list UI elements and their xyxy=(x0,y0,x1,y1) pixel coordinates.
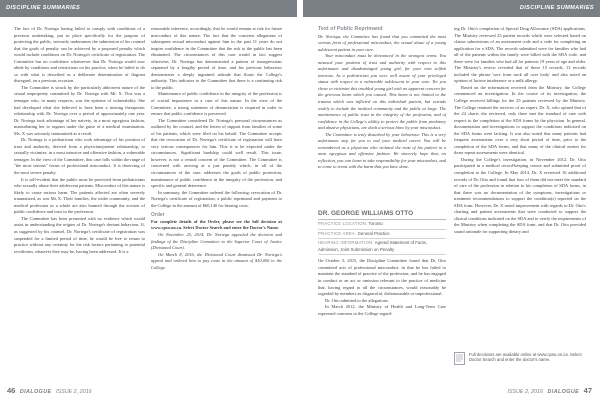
reprimand-paragraph: Your misconduct must be denounced in the strongest terms. You misused your position of trust and authority with respect to this unfortunate and disadvantaged young girl, for your own selfish interests. As a pediatrician you were well aware of your privileged status with respect to a vulnerable adolescent in your care. Yet you chose to victimize this troubled young girl with no apparent concern for the grievous harm which you caused. This harm is not limited to the trauma which was inflicted on this individual patient, but extends widely to include the medical community and the public at large. The maintenance of public trust in the integrity of the profession, and of confidence in the College's ability to protect the public from predatory and abusive physicians, are dealt a serious blow by your misconduct. xyxy=(318,53,446,131)
document-icon xyxy=(454,352,465,365)
right-page-number: 47 xyxy=(583,386,592,395)
hearing-info-row xyxy=(318,239,446,255)
column-4 xyxy=(454,26,586,236)
left-publication-name: DIALOGUE xyxy=(19,389,52,395)
column-2 xyxy=(151,26,282,271)
paragraph: On October 5, 2015, the Discipline Committee found that Dr. Otto committed acts of professional misconduct, in that he has failed to maintain the standard of practice of the profession; and he has engaged in conduct or an act or omission relevant to the practice of medicine that, having regard to all the circumstances, would reasonably be regarded by members as disgraceful, dishonourable or unprofessional. xyxy=(318,258,446,297)
right-publication-name: DIALOGUE xyxy=(547,389,580,395)
physician-summary-block xyxy=(318,210,446,317)
reprimand-title: Text of Public Reprimand xyxy=(318,26,383,32)
order-heading: Order xyxy=(151,212,165,219)
practice-location-value: Toronto xyxy=(368,221,383,226)
right-issue: ISSUE 2, 2016 xyxy=(507,389,543,395)
paragraph: During the College's investigation, in November 2012, Dr. Otto participated in a medical record-keeping course and submitted proof of completion to the College. In May 2014, Dr. X reviewed 16 additional records of Dr. Otto and found that four of them did not meet the standard of care of the profession in relation to his completion of SDA forms, in that there was no documentation of the symptoms, investigations or treatment recommendations to support the condition(s) reported on the SDA form. However, Dr. X noted improvement with regards to Dr. Otto's charting and patient assessments that were conducted to support the clinical conditions indicated on the SDA and to verify the requirements of the Ministry when completing the SDA form, and that Dr. Otto provided sound rationale for supporting dietary and xyxy=(454,156,586,234)
paragraph: In summary, the Committee ordered the following: revocation of Dr. Noriega's certificate of registration; a public reprimand and payment to the College in the amount of $60,140 for hearing costs. xyxy=(151,189,282,208)
right-footer xyxy=(507,386,592,395)
right-page-header xyxy=(303,0,600,17)
paragraph: The Committee considered Dr. Noriega's personal circumstances as outlined by his counsel, and the letters of support from families of some of his patients, which were filed on his behalf. The Committee accepts that the revocation of Dr. Noriega's certificate of registration will have very serious consequences for him. This is to be expected under the circumstances. Significant hardship could well result. This issue, however, is not a central concern of the Committee. The Committee is concerned with arriving at a just penalty which, in all of the circumstances of the case, addresses the goals of public protection, maintenance of public confidence in the integrity of the profession, and specific and general deterrence. xyxy=(151,117,282,189)
case-text xyxy=(318,258,446,317)
practice-area-row xyxy=(318,230,446,240)
reprimand-paragraph: Dr. Noriega, the Committee has found that you committed the most serious form of professional misconduct, the sexual abuse of a young adolescent patient in your care. xyxy=(318,33,446,52)
notice-text: Full decisions are available online at www.cpso.on.ca. Select Doctor Search and enter the doctor's name. xyxy=(469,352,582,363)
left-header-label: DISCIPLINE SUMMARIES xyxy=(6,5,81,11)
hearing-info-value: Agreed Statement of Facts, Admission, Joint Submission on Penalty xyxy=(318,240,428,252)
practice-location-row xyxy=(318,220,446,230)
full-decision-notice xyxy=(454,352,586,371)
left-footer xyxy=(7,386,92,395)
practice-area-value: General Practice xyxy=(357,230,390,236)
paragraph: Maintenance of public confidence in the integrity of the profession is of crucial importance in a case of this nature. In the view of the Committee, a strong statement of denunciation is required in order to ensure that public confidence is preserved. xyxy=(151,91,282,117)
right-header-label: DISCIPLINE SUMMARIES xyxy=(519,5,594,11)
left-page-number: 46 xyxy=(7,386,16,395)
paragraph: On November 25, 2014, Dr. Noriega appealed the decision and findings of the Discipline Committee to the Superior Court of Justice (Divisional Court). xyxy=(151,231,282,251)
paragraph: ing Dr. Otto's completion of Special Drug Allowance (SDA) applications. The Ministry reviewed 25 patient records which were selected based on claims submissions of an assessment code and a code for completing an application for a SDA. The records submitted were for families who had all of the patients within the family were billed with the SDA code, and these were for families who had all for patients 19 years of age and older. The Ministry's review revealed that of these 15 records, 13 records included the phrase 'sore from neck all over body' and also noted an opinion of lactose intolerance or a milk allergy. xyxy=(454,26,586,84)
hearing-info-label: HEARING INFORMATION: xyxy=(318,240,374,246)
paragraph: The fact of Dr. Noriega having failed to comply with conditions of a previous undertaking, put in place specifically for the purpose of protecting the public, seriously undermines the submission of his counsel that the goals of penalty can be achieved by a proposed penalty which would include conditions on Dr. Noriega's certificate of registration. The Committee has no confidence whatsoever that Dr. Noriega would now abide by conditions and restrictions on his practice, when he failed to do so with what is described as a deliberate determination of flagrant disregard, on a previous occasion. xyxy=(14,26,145,84)
paragraph: The Committee has been presented with no evidence which would assist in understanding the origins of Dr. Noriega's deviant behaviour. If, as suggested by his counsel, Dr. Noriega's certificate of registration was suspended for a limited period of time, he would be free to return to practice without any certainty for the risk factors pertaining to potential recidivism, whatever they may be, having been addressed. It is a xyxy=(14,215,145,254)
paragraph: It is self-evident that the public must be protected from pediatricians who sexually abuse their adolescent patients. Misconduct of this nature is likely to cause serious harm. The patients affected are often severely traumatized, as was Ms X. Their families, the wider community, and the medical profession as a whole are also harmed through the erosion of public confidence and trust in the profession. xyxy=(14,176,145,215)
paragraph: Based on the information received from the Ministry, the College commenced an investigation. In the course of its investigation, the College received billings for the 25 patients reviewed by the Ministry. The College retained the services of an expert, Dr. X, who opined that of the 24 charts she reviewed, only three met the standard of care with respect to the completion of the SDA forms by the physician. In general, documentation and investigations to support the conditions indicated on the SDA forms were lacking. It was also noted that many patients had frequent assessments over a very short period of time, prior to the completion of the SDA forms, and that many of the clinical entries for those repeat assessments were identical. xyxy=(454,84,586,156)
reprimand-paragraph: The Committee is truly disturbed by your behaviour. This is a very unfortunate step for you to end your medical career. You will be remembered as a physician who violated the trust of his patient in a most egregious and offensive fashion. We sincerely hope that, on reflection, you can learn to take responsibility for your misconduct, and to come to terms with the harm that you have done. xyxy=(318,131,446,170)
paragraph: Dr. Noriega is a pediatrician who took advantage of his position of trust and authority, derived from a physician/patient relationship, to sexually victimize, in a most intrusive and offensive fashion, a vulnerable teenager. In the view of the Committee, this case falls within the range of "the most serious" forms of professional misconduct. It is deserving of the most severe penalty. xyxy=(14,137,145,176)
column-3 xyxy=(318,26,446,171)
column-1 xyxy=(14,26,145,255)
practice-location-label: PRACTICE LOCATION: xyxy=(318,221,368,226)
physician-name: DR. GEORGE WILLIAMS OTTO xyxy=(318,210,446,220)
practice-area-label: PRACTICE AREA: xyxy=(318,230,357,236)
paragraph: Dr. Otto admitted to the allegations. xyxy=(325,297,389,303)
paragraph: On March 8, 2016, the Divisional Court dismissed Dr. Noriega's appeal and ordered him to pay costs in the amount of $10,000 to the College. xyxy=(151,251,282,270)
paragraph: In March 2012, the Ministry of Health and Long-Term Care expressed concerns to the College regard- xyxy=(318,304,446,316)
left-page-header xyxy=(0,0,297,17)
paragraph: reasonable inference, accordingly, that he would remain at risk for future misconduct of this nature. The fact that the concerns allegations of subsequent sexual misconduct against him in the past 11 years do not inspire confidence in the Committee that the risk to the public has been eliminated. The circumstances of this case would in fact suggest otherwise; Dr. Noriega has demonstrated a pattern of transgressions separated by a lengthy period of time, and his previous behaviour demonstrates a deeply ingrained attitude that flouts the College's authority. This indicates to the Committee that there is a continuing risk to the public. xyxy=(151,26,282,90)
left-issue: ISSUE 2, 2016 xyxy=(56,389,92,395)
order-text: For complete details of the Order, please see the full decision at www.cpso.on.ca. Select Doctor Search and enter the Doctor's Name. xyxy=(151,218,282,231)
paragraph: The Committee is struck by the particularly abhorrent nature of the sexual impropriety committed by Dr. Noriega with Mr. X. This was a teenager who, in many respects, was the epitome of vulnerability. She had developed what she believed to have been a trusting therapeutic relationship with Dr. Noriega over a period of approximately one year. Dr. Noriega took advantage of her naivety, in a most egregious fashion, masturbating her to orgasm under the guise of a medical examination. Ms. X was seriously traumatized as a result. xyxy=(14,84,145,136)
